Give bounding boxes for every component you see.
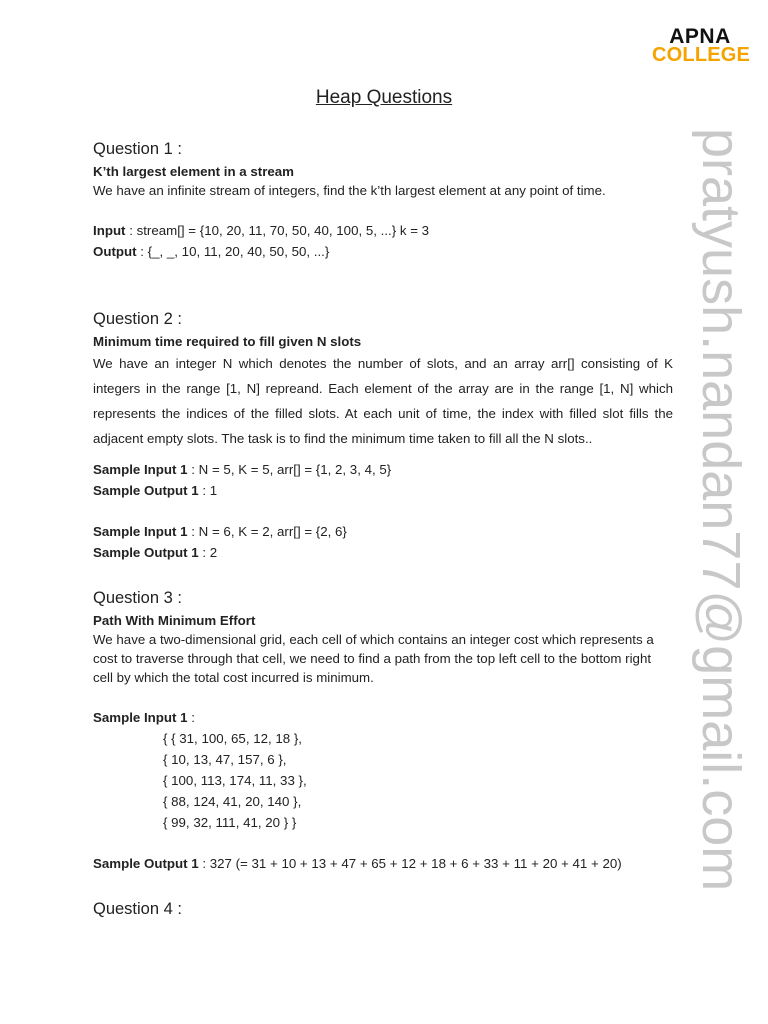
sample-input-value: : N = 5, K = 5, arr[] = {1, 2, 3, 4, 5}	[187, 462, 392, 477]
sample-output-label: Sample Output 1	[93, 483, 199, 498]
question-3-subtitle: Path With Minimum Effort	[93, 613, 256, 628]
apna-college-logo	[652, 25, 751, 66]
question-4-heading: Question 4 :	[93, 900, 182, 918]
sample-input-value: : N = 6, K = 2, arr[] = {2, 6}	[187, 524, 347, 539]
sample-output-label: Sample Output 1	[93, 545, 199, 560]
grid-row: { 100, 113, 174, 11, 33 },	[163, 773, 307, 788]
sample-output-value: : 2	[198, 545, 218, 560]
sample-input-label: Sample Input 1	[93, 462, 188, 477]
input-label: Input	[93, 223, 126, 238]
question-1-description: We have an infinite stream of integers, find the k’th largest element at any point of time.	[93, 183, 606, 198]
question-1	[93, 136, 673, 262]
output-label: Output	[93, 244, 137, 259]
sample-input	[93, 459, 673, 480]
input-value: : stream[] = {10, 20, 11, 70, 50, 40, 100, 5, ...} k = 3	[125, 223, 430, 238]
sample-output	[93, 542, 673, 563]
logo-line-college: COLLEGE	[652, 44, 751, 66]
sample-output	[93, 853, 673, 874]
question-1-input	[93, 220, 673, 241]
email-watermark: pratyush.nandan77@gmail.com	[691, 128, 751, 892]
question-3	[93, 585, 673, 874]
sample-input-label: Sample Input 1	[93, 524, 188, 539]
document-body	[93, 136, 673, 922]
sample-input-label: Sample Input 1	[93, 710, 188, 725]
output-value: : {_, _, 10, 11, 20, 40, 50, 50, ...}	[136, 244, 330, 259]
sample-output-value: : 1	[198, 483, 218, 498]
grid-row: { 88, 124, 41, 20, 140 },	[163, 794, 302, 809]
question-1-heading: Question 1 :	[93, 140, 182, 158]
page-title: Heap Questions	[315, 87, 453, 108]
grid-row: { 10, 13, 47, 157, 6 },	[163, 752, 287, 767]
sample-input-value: :	[187, 710, 195, 725]
grid-row: { { 31, 100, 65, 12, 18 },	[163, 731, 303, 746]
question-2-subtitle: Minimum time required to fill given N slots	[93, 334, 362, 349]
sample-output	[93, 480, 673, 501]
question-3-heading: Question 3 :	[93, 589, 182, 607]
question-1-output	[93, 241, 673, 262]
sample-input	[93, 521, 673, 542]
question-2-description: We have an integer N which denotes the number of slots, and an array arr[] consisting of K integers in the range [1, N] repreand. Each element of the array are in the range [1, N] which represents the indices of the filled slots. At each unit of time, the index with filled slot fills the adjacent empty slots. The task is to find the minimum time taken to fill all the N slots..	[93, 356, 673, 446]
grid-matrix	[93, 728, 673, 833]
sample-output-label: Sample Output 1	[93, 856, 199, 871]
question-2	[93, 306, 673, 563]
question-1-subtitle: K’th largest element in a stream	[93, 164, 294, 179]
question-4	[93, 896, 673, 922]
sample-output-value: : 327 (= 31 + 10 + 13 + 47 + 65 + 12 + 18 + 6 + 33 + 11 + 20 + 41 + 20)	[198, 856, 622, 871]
sample-input	[93, 707, 673, 728]
grid-row: { 99, 32, 111, 41, 20 } }	[163, 815, 297, 830]
logo-line-apna: APNA	[669, 25, 731, 48]
question-3-description: We have a two-dimensional grid, each cell of which contains an integer cost which represents a cost to traverse through that cell, we need to find a path from the top left cell to the bottom right cell by which the total cost incurred is minimum.	[93, 632, 654, 685]
question-2-heading: Question 2 :	[93, 310, 182, 328]
